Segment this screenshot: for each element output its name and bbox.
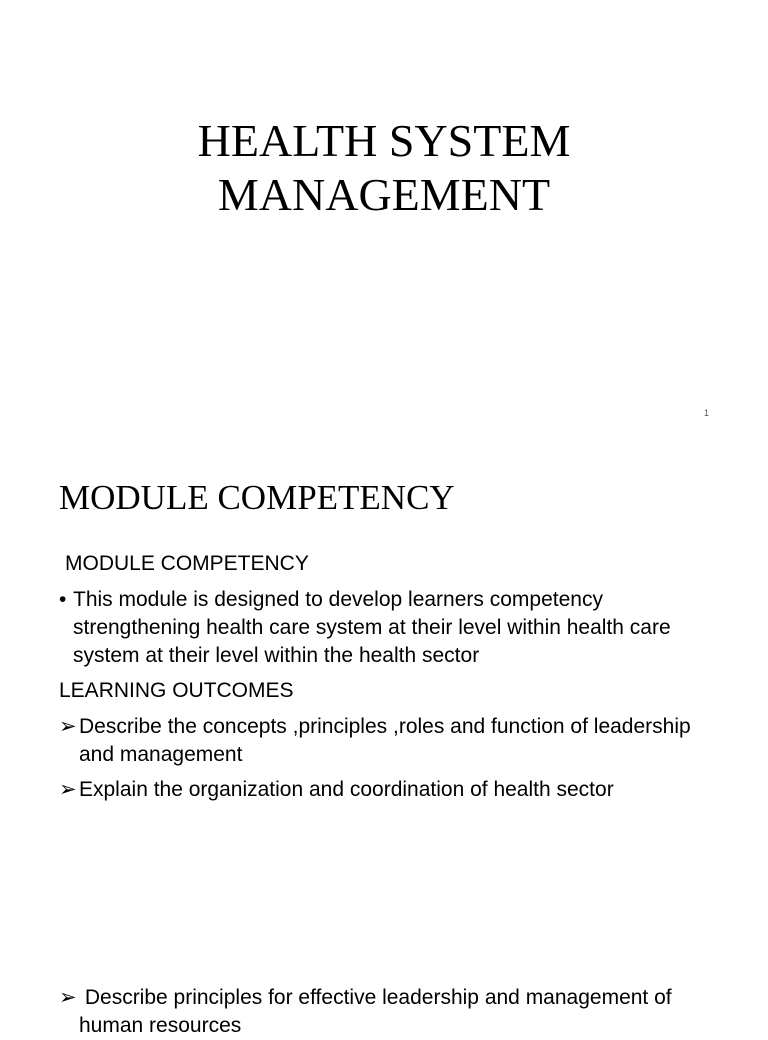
list-item bbox=[59, 586, 709, 670]
list-item-text: Describe principles for effective leadership and management of human resources bbox=[79, 986, 678, 1037]
arrow-bullet-icon: ➢ bbox=[59, 715, 77, 738]
competency-heading: MODULE COMPETENCY bbox=[65, 552, 309, 575]
list-item bbox=[59, 713, 709, 769]
slide-title: MODULE COMPETENCY bbox=[59, 478, 455, 517]
bullet-icon: • bbox=[59, 588, 67, 611]
page-number: 1 bbox=[704, 408, 710, 418]
slide-2 bbox=[0, 432, 768, 1037]
title-line-1: HEALTH SYSTEM bbox=[197, 115, 571, 166]
slide-title bbox=[0, 114, 768, 222]
outcomes-heading: LEARNING OUTCOMES bbox=[59, 679, 294, 702]
list-item-text: This module is designed to develop learners competency strengthening health care system at their level within health care system at their level within the health sector bbox=[73, 588, 671, 667]
arrow-bullet-icon: ➢ bbox=[59, 986, 77, 1009]
slide-1 bbox=[0, 0, 768, 432]
list-item bbox=[59, 776, 709, 804]
list-item-text: Explain the organization and coordination of health sector bbox=[79, 778, 614, 801]
list-item bbox=[59, 984, 709, 1040]
list-item-text: Describe the concepts ,principles ,roles and function of leadership and management bbox=[79, 715, 691, 766]
arrow-bullet-icon: ➢ bbox=[59, 778, 77, 801]
title-line-2: MANAGEMENT bbox=[217, 169, 551, 220]
